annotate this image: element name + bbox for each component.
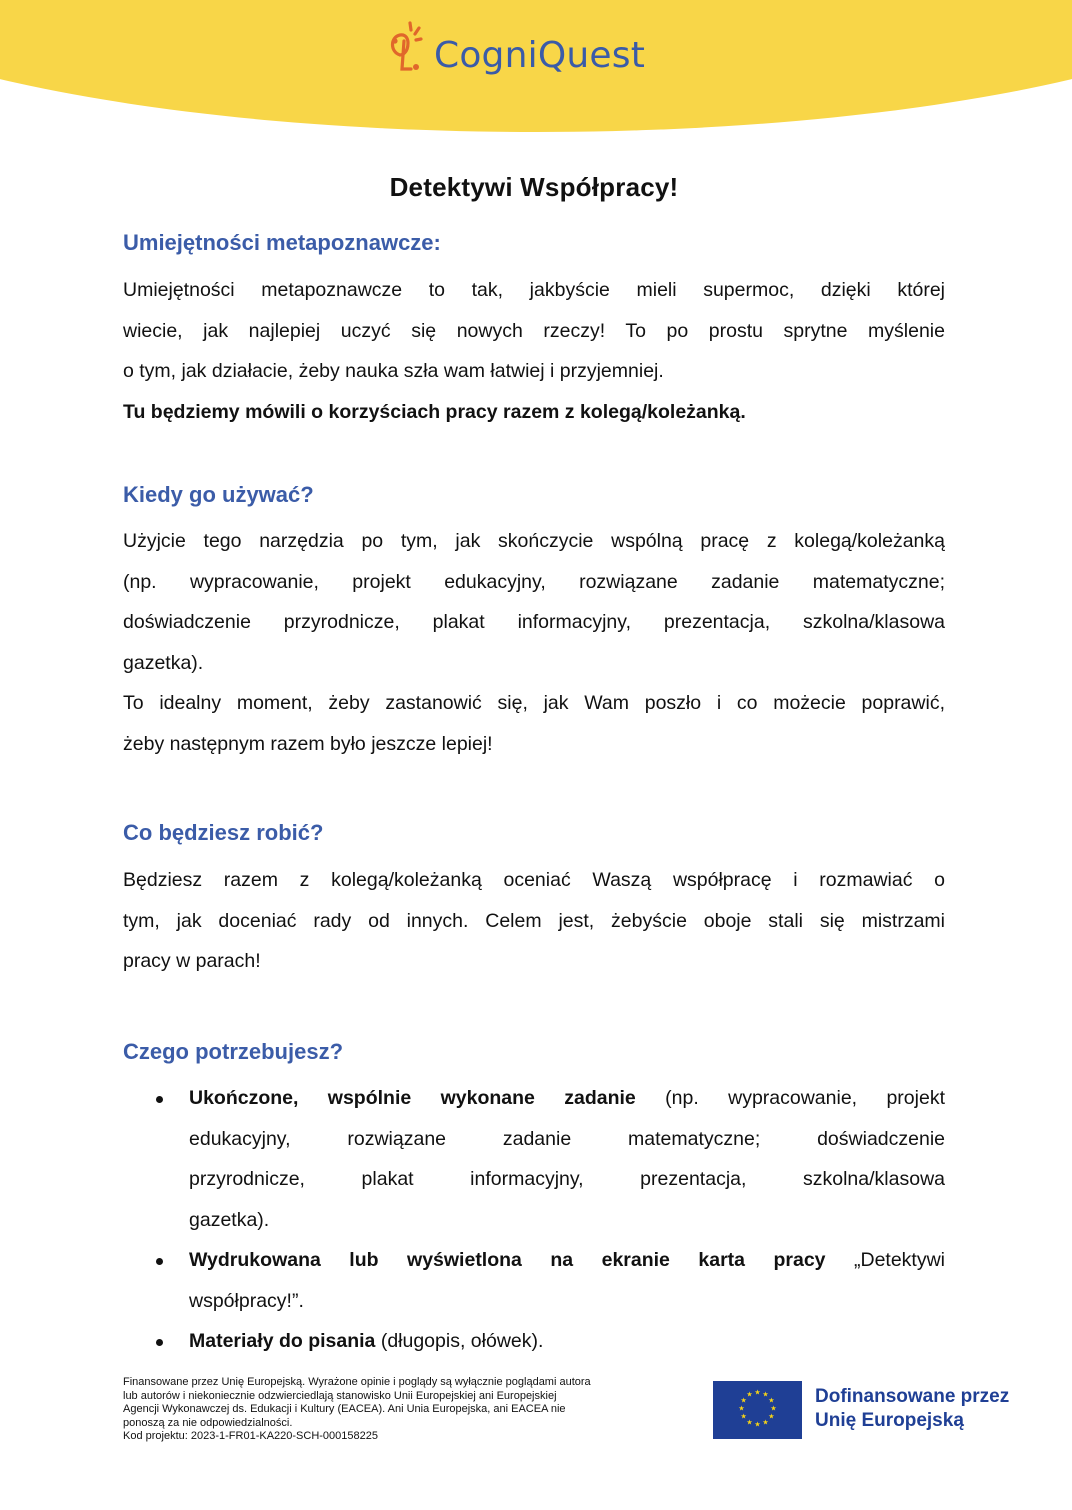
text-line: Użyjcie tego narzędzia po tym, jak skończycie wspólną pracę z kolegą/koleżanką <box>123 530 945 552</box>
heading-when-to-use: Kiedy go używać? <box>123 482 314 507</box>
svg-text:★: ★ <box>768 1413 775 1421</box>
lightbulb-person-icon <box>386 19 436 83</box>
list-item <box>123 1240 945 1321</box>
page-title: Detektywi Współpracy! <box>389 172 679 202</box>
text-line: doświadczenie przyrodnicze, plakat informacyjny, prezentacja, szkolna/klasowa <box>123 611 945 633</box>
paragraph-what-you-will-do <box>123 860 945 982</box>
svg-text:★: ★ <box>762 1391 769 1399</box>
eu-flag-icon <box>713 1381 802 1439</box>
item-bold-label: Wydrukowana lub wyświetlona na ekranie karta pracy <box>189 1249 826 1271</box>
paragraph-when-to-use <box>123 521 945 764</box>
bullet-icon <box>156 1096 163 1103</box>
text-line: tym, jak doceniać rady od innych. Celem jest, żebyście oboje stali się mistrzami <box>123 909 945 932</box>
text-line: żeby następnym razem było jeszcze lepiej! <box>123 732 493 755</box>
item-bold-label: Materiały do pisania <box>189 1330 376 1352</box>
svg-text:★: ★ <box>754 1421 761 1429</box>
disclaimer-line: lub autorów i niekoniecznie odzwierciedlają stanowisko Unii Europejskiej ani Europejskiej <box>123 1389 557 1402</box>
eu-disclaimer <box>123 1376 683 1444</box>
eu-label-line-2: Unię Europejską <box>815 1410 964 1431</box>
text-line: Umiejętności metapoznawcze to tak, jakbyście mieli supermoc, dzięki której <box>123 279 945 301</box>
eu-label-line-1: Dofinansowane przez <box>815 1386 1010 1407</box>
list-item <box>123 1321 945 1362</box>
svg-text:★: ★ <box>762 1419 769 1427</box>
item-bold-label: Ukończone, wspólnie wykonane zadanie <box>189 1087 636 1109</box>
svg-text:★: ★ <box>754 1389 761 1397</box>
disclaimer-line: Agencji Wykonawczej ds. Edukacji i Kultury (EACEA). Ani Unia Europejska, ani EACEA nie <box>123 1403 566 1416</box>
cogniquest-logo <box>386 16 645 86</box>
svg-text:★: ★ <box>746 1391 753 1399</box>
text-line: gazetka). <box>189 1208 270 1231</box>
text-line: (np. wypracowanie, projekt edukacyjny, rozwiązane zadanie matematyczne; <box>123 570 945 593</box>
project-code: Kod projektu: 2023-1-FR01-KA220-SCH-000158225 <box>123 1430 378 1443</box>
svg-text:★: ★ <box>768 1397 775 1405</box>
needs-list <box>123 1078 945 1362</box>
brand-name: CogniQuest <box>434 34 646 76</box>
text-line: współpracy!”. <box>189 1289 304 1312</box>
item-text: „Detektywi <box>825 1249 946 1271</box>
bullet-icon <box>156 1339 163 1346</box>
text-line: przyrodnicze, plakat informacyjny, prezentacja, szkolna/klasowa <box>189 1168 945 1190</box>
bullet-icon <box>156 1258 163 1265</box>
heading-metacognitive-skills: Umiejętności metapoznawcze: <box>123 230 441 255</box>
text-line: edukacyjny, rozwiązane zadanie matematyczne; doświadczenie <box>189 1127 945 1150</box>
text-line: o tym, jak działacie, żeby nauka szła wam łatwiej i przyjemniej. <box>123 360 664 382</box>
item-text: (np. wypracowanie, projekt <box>635 1087 945 1109</box>
text-line: To idealny moment, żeby zastanowić się, jak Wam poszło i co możecie poprawić, <box>123 692 945 714</box>
text-line <box>189 1078 945 1119</box>
svg-text:★: ★ <box>770 1405 777 1413</box>
heading-what-you-need: Czego potrzebujesz? <box>123 1039 344 1064</box>
svg-text:★: ★ <box>738 1405 745 1413</box>
svg-text:★: ★ <box>746 1419 753 1427</box>
item-text: (długopis, ołówek). <box>375 1330 544 1352</box>
emphasis-line: Tu będziemy mówili o korzyściach pracy razem z kolegą/koleżanką. <box>123 400 746 423</box>
disclaimer-line: ponoszą za nie odpowiedzialności. <box>123 1416 293 1429</box>
text-line: gazetka). <box>123 651 204 674</box>
heading-what-you-will-do: Co będziesz robić? <box>123 820 324 845</box>
text-line: Będziesz razem z kolegą/koleżanką oceniać Waszą współpracę i rozmawiać o <box>123 869 945 891</box>
list-item <box>123 1078 945 1240</box>
paragraph-metacognitive-skills <box>123 270 945 432</box>
text-line <box>189 1240 945 1281</box>
disclaimer-line: Finansowane przez Unię Europejską. Wyrażone opinie i poglądy są wyłącznie poglądami autora <box>123 1376 591 1388</box>
svg-text:★: ★ <box>740 1397 747 1405</box>
text-line <box>189 1321 945 1362</box>
eu-cofunded-label <box>815 1385 1009 1433</box>
text-line: wiecie, jak najlepiej uczyć się nowych rzeczy! To po prostu sprytne myślenie <box>123 319 945 342</box>
svg-text:★: ★ <box>740 1413 747 1421</box>
text-line: pracy w parach! <box>123 950 261 972</box>
